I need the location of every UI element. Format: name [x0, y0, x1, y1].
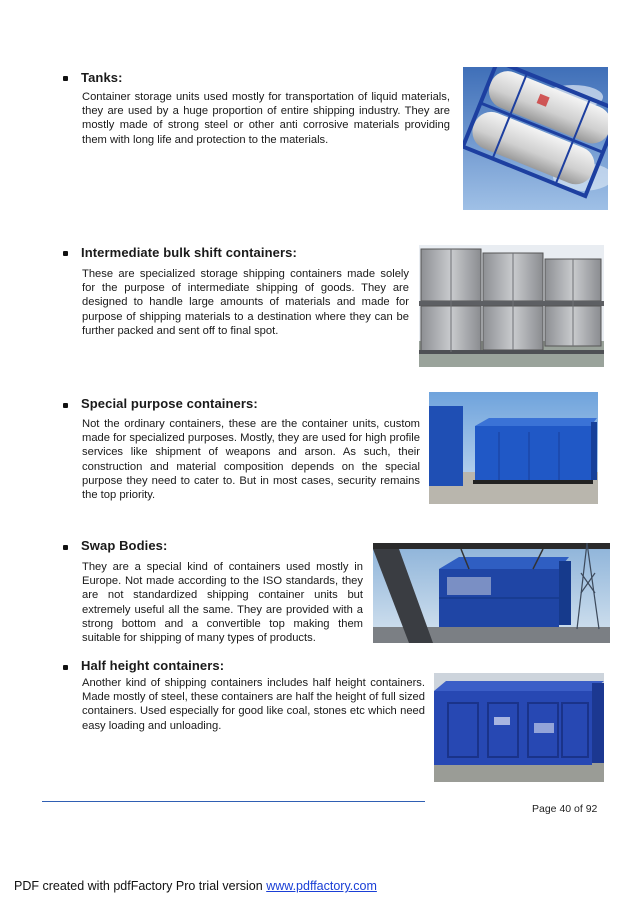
section-heading-half-height: Half height containers: [81, 658, 225, 673]
section-body-intermediate-bulk: These are specialized storage shipping containers made solely for the purpose of intermediate shipping of goods. They are designed to handle large amounts of materials and made for purpose of shipping materials to a destination where they can be further packed and sent off to final spot. [82, 268, 409, 337]
section-heading-swap-bodies: Swap Bodies: [81, 538, 168, 553]
ibc-container-photo [419, 245, 604, 367]
special-purpose-container-photo [429, 392, 598, 504]
tank-container-photo [463, 67, 608, 210]
page-number: Page 40 of 92 [532, 803, 598, 815]
swap-body-container-photo [373, 543, 610, 643]
pdf-footer [14, 879, 377, 893]
half-height-container-photo [434, 673, 604, 782]
section-heading-special-purpose: Special purpose containers: [81, 396, 258, 411]
section-body-half-height: Another kind of shipping containers includes half height containers. Made mostly of steel, these containers are half the height of full sized containers. Used especially for good like coal, stones etc which need easy loading and unloading. [82, 677, 425, 732]
bullet-icon [63, 76, 68, 81]
bullet-icon [63, 665, 68, 670]
section-body-swap-bodies: They are a special kind of containers used mostly in Europe. Not made according to the ISO standards, they are not standardized shipping container units but extremely useful all the same. They are provided with a strong bottom and a convertible top making them suitable for shipping of many types of products. [82, 561, 363, 645]
footer-divider [42, 801, 425, 802]
pdffactory-link[interactable]: www.pdffactory.com [266, 879, 377, 893]
bullet-icon [63, 251, 68, 256]
bullet-icon [63, 545, 68, 550]
bullet-icon [63, 403, 68, 408]
section-heading-intermediate-bulk: Intermediate bulk shift containers: [81, 245, 297, 260]
section-body-special-purpose: Not the ordinary containers, these are the container units, custom made for specialized purposes. Mostly, they are used for high profile services like shipment of weapons and arson. As such, their construction and material composition depends on the special purpose they need to cater to. But in most cases, security remains the top priority. [82, 418, 420, 502]
section-body-tanks: Container storage units used mostly for transportation of liquid materials, they are used by a huge proportion of entire shipping industry. They are mostly made of strong steel or other anti corrosive materials providing them with long life and protection to the materials. [82, 91, 450, 146]
pdf-footer-text: PDF created with pdfFactory Pro trial version [14, 879, 267, 893]
section-heading-tanks: Tanks: [81, 70, 123, 85]
